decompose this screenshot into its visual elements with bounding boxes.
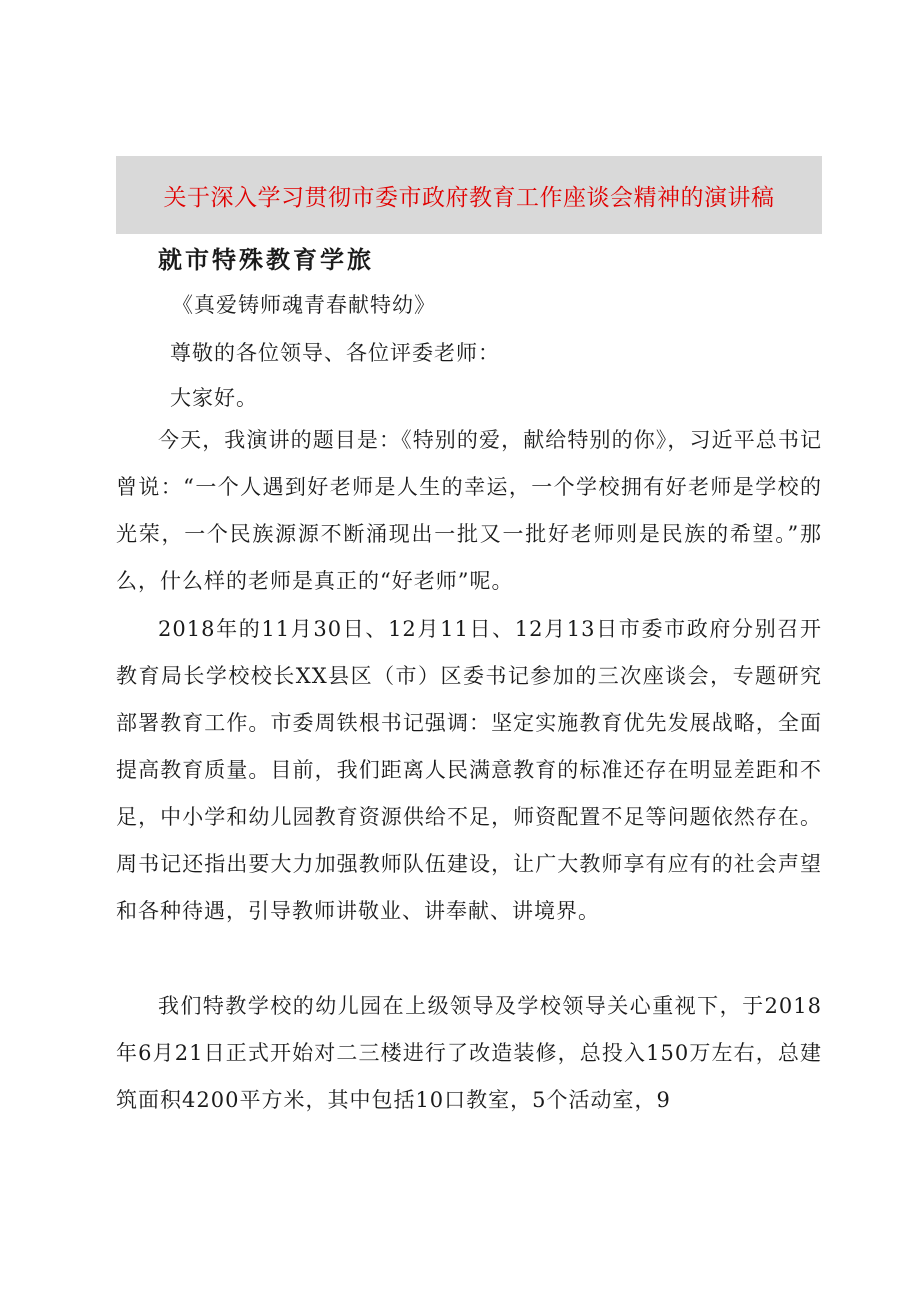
salutation: 尊敬的各位领导、各位评委老师： xyxy=(170,341,500,365)
body-paragraph-2: 2018年的11月30日、12月11日、12月13日市委市政府分别召开教育局长学校校长XX县区（市）区委书记参加的三次座谈会，专题研究部署教育工作。市委周铁根书记强调：坚定实施教育优先发展战略，全面提高教育质量。目前，我们距离人民满意教育的标准还存在明显差距和不足，中小学和幼儿园教育资源供给不足，师资配置不足等问题依然存在。周书记还指出要大力加强教师队伍建设，让广大教师享有应有的社会声望和各种待遇，引导教师讲敬业、讲奉献、讲境界。 xyxy=(116,617,822,923)
document-subtitle: 就市特殊教育学旅 xyxy=(158,245,374,274)
body-paragraph-3: 我们特教学校的幼儿园在上级领导及学校领导关心重视下，于2018年6月21日正式开始对二三楼进行了改造装修，总投入150万左右，总建筑面积4200平方米，其中包括10口教室，5个活动室，9 xyxy=(116,994,822,1112)
body-paragraph-1: 今天，我演讲的题目是：《特别的爱，献给特别的你》，习近平总书记曾说：“一个人遇到好老师是人生的幸运，一个学校拥有好老师是学校的光荣，一个民族源源不断涌现出一批又一批好老师则是民族的希望。”那么，什么样的老师是真正的“好老师”呢。 xyxy=(116,428,822,593)
speech-title: 《真爱铸师魂青春献特幼》 xyxy=(172,293,436,317)
document-title: 关于深入学习贯彻市委市政府教育工作座谈会精神的演讲稿 xyxy=(163,184,775,211)
title-banner xyxy=(116,156,822,234)
greeting: 大家好。 xyxy=(170,386,258,410)
